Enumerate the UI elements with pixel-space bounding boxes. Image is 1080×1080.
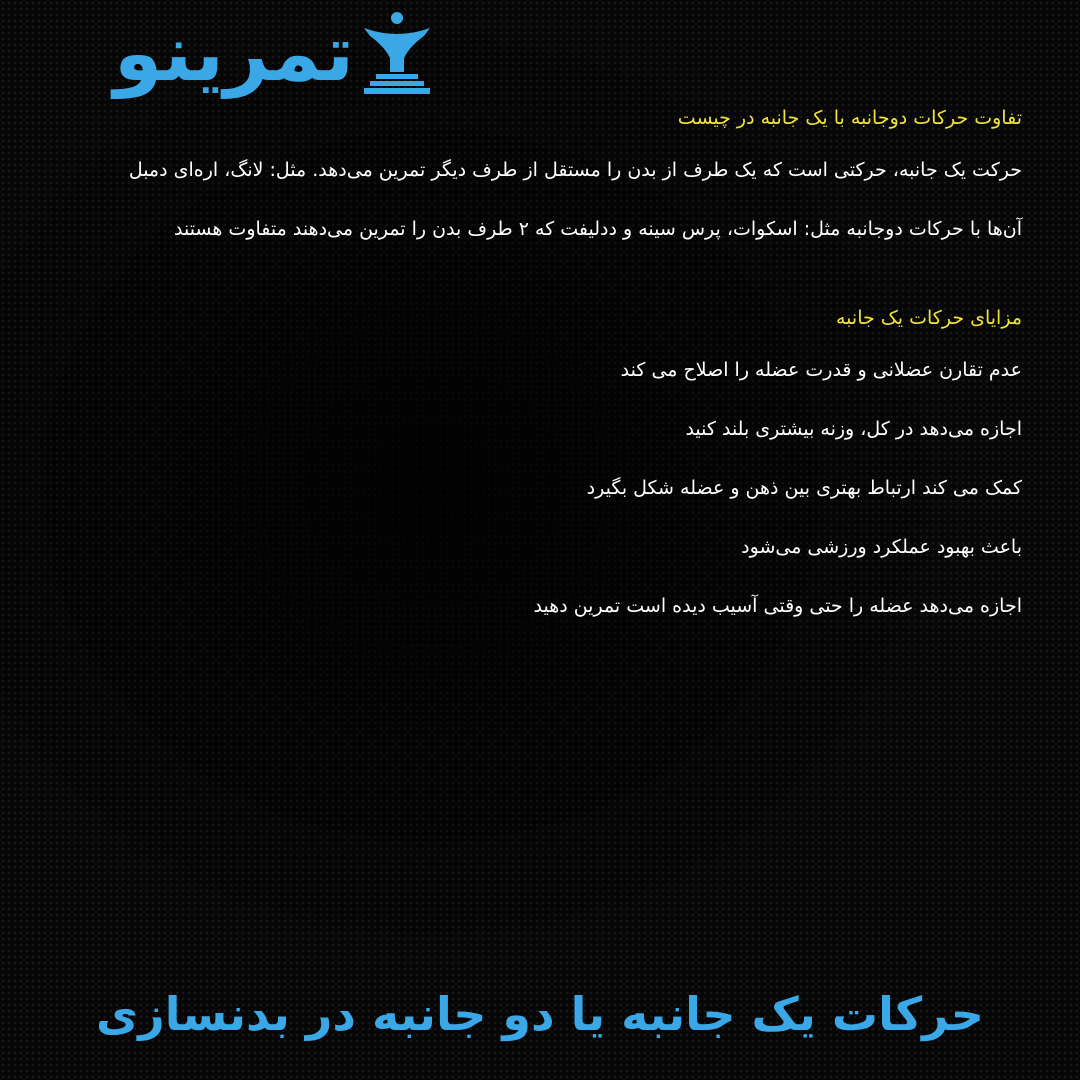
benefit-item: کمک می کند ارتباط بهتری بین ذهن و عضله شکل بگیرد xyxy=(586,477,1022,499)
paragraph-unilateral-definition: حرکت یک جانبه، حرکتی است که یک طرف از بدن را مستقل از طرف دیگر تمرین می‌دهد. مثل: لانگ، اره‌ای دمبل xyxy=(128,159,1022,181)
trophy-icon xyxy=(358,10,436,98)
article-content xyxy=(60,95,1022,636)
benefit-item: عدم تقارن عضلانی و قدرت عضله را اصلاح می کند xyxy=(620,359,1022,381)
brand-logo xyxy=(16,8,436,100)
section-spacer xyxy=(60,259,1022,295)
section-heading-difference: تفاوت حرکات دوجانبه با یک جانبه در چیست xyxy=(677,107,1022,129)
footer-title: حرکات یک جانبه یا دو جانبه در بدنسازی xyxy=(96,987,984,1041)
section-heading-benefits: مزایای حرکات یک جانبه xyxy=(836,307,1022,329)
paragraph-bilateral-comparison: آن‌ها با حرکات دوجانبه مثل: اسکوات، پرس سینه و ددلیفت که ۲ طرف بدن را تمرین می‌دهند متفاوت هستند xyxy=(173,218,1022,240)
brand-name: تمرینو xyxy=(113,9,354,99)
benefit-item: اجازه می‌دهد در کل، وزنه بیشتری بلند کنید xyxy=(685,418,1022,440)
benefit-item: اجازه می‌دهد عضله را حتی وقتی آسیب دیده است تمرین دهید xyxy=(533,595,1022,617)
benefit-item: باعث بهبود عملکرد ورزشی می‌شود xyxy=(741,536,1022,558)
